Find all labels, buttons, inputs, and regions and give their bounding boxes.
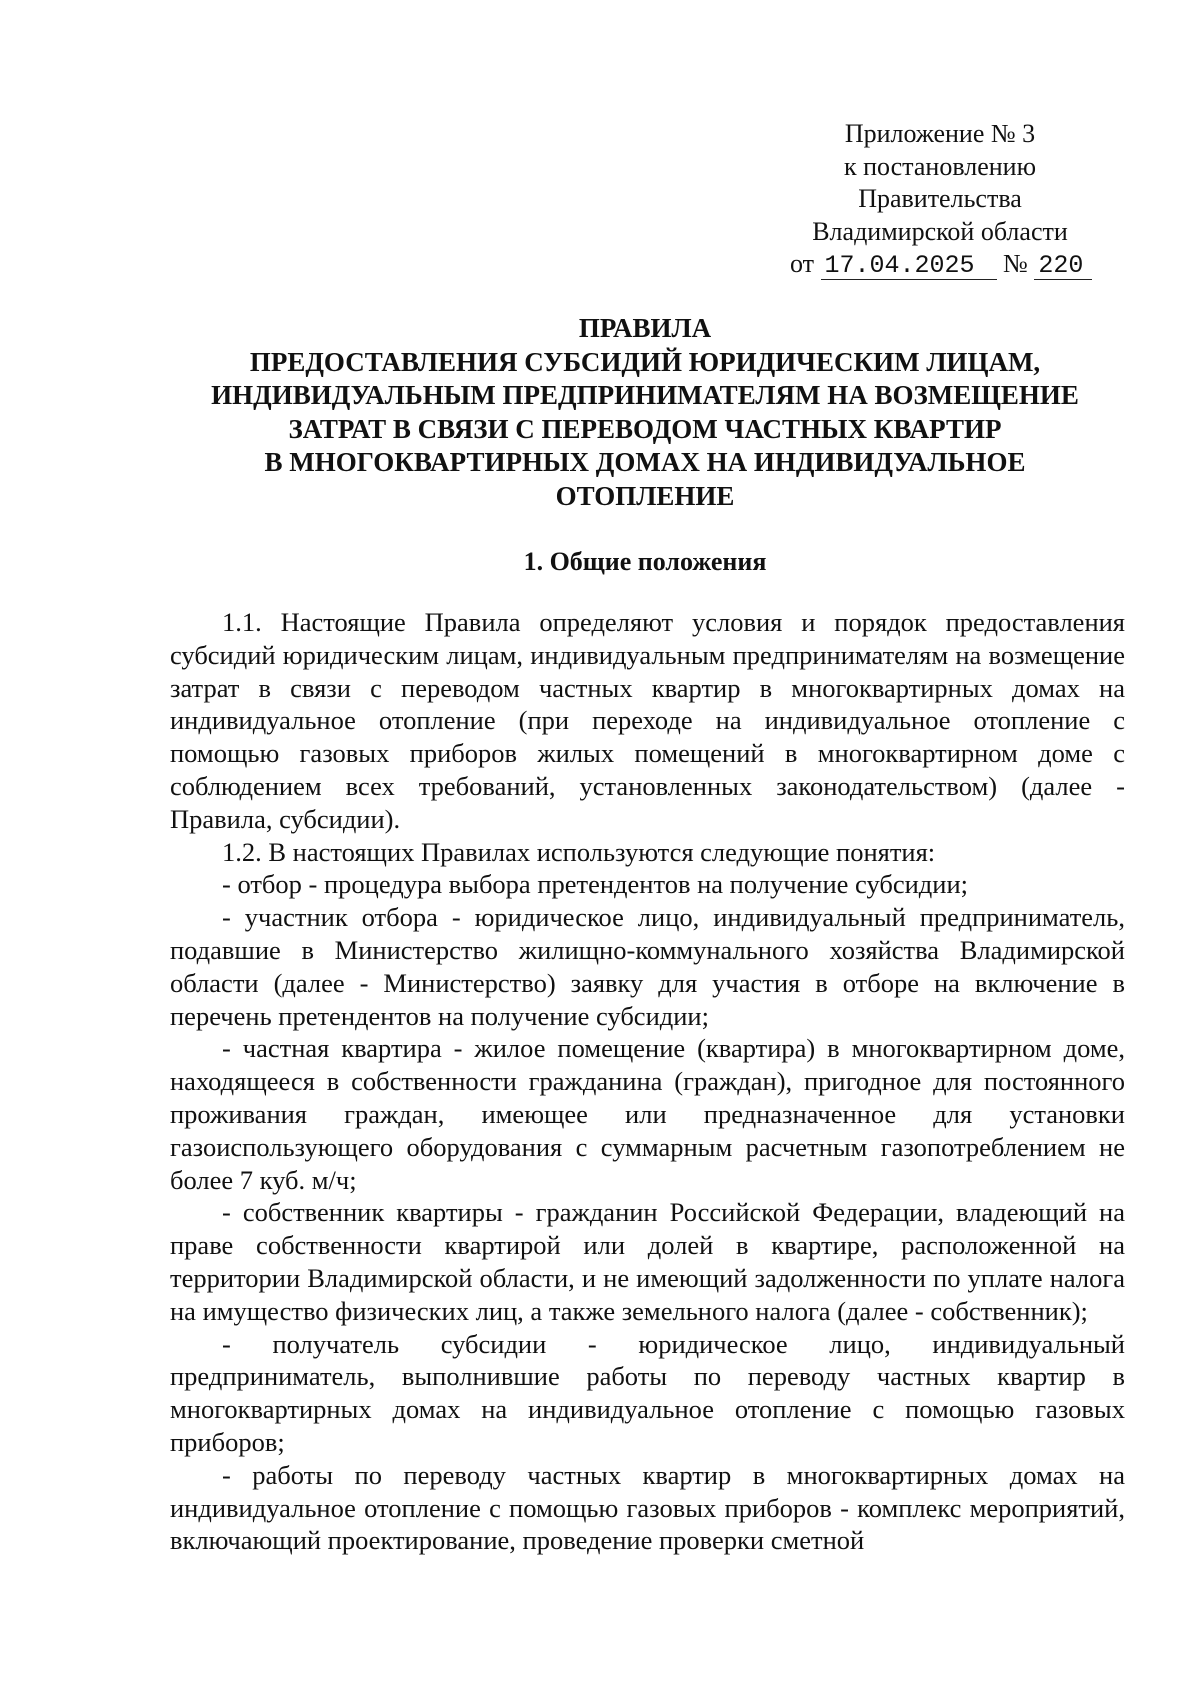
title-line: ПРАВИЛА bbox=[578, 313, 712, 343]
paragraph: 1.1. Настоящие Правила определяют условия и порядок предоставления субсидий юридическим лицам, индивидуальным предпринимателям на возмещение затрат в связи с переводом частных квартир в многоквартирных домах на индивидуальное отопление (при переходе на индивидуальное отопление с помощью газовых приборов жилых помещений в многоквартирном доме с соблюдением всех требований, установленных законодательством) (далее - Правила, субсидии). bbox=[170, 607, 1125, 834]
title-line: ИНДИВИДУАЛЬНЫМ ПРЕДПРИНИМАТЕЛЯМ НА ВОЗМЕЩЕНИЕ bbox=[211, 380, 1079, 410]
section-heading: 1. Общие положения bbox=[523, 547, 767, 576]
paragraph: - отбор - процедура выбора претендентов на получение субсидии; bbox=[222, 869, 968, 900]
appendix-resolution-ref: к постановлению bbox=[843, 151, 1037, 181]
appendix-region: Владимирской области bbox=[812, 216, 1068, 246]
paragraph: - получатель субсидии - юридическое лицо, индивидуальный предприниматель, выполнившие работы по переводу частных квартир в многоквартирных домах на индивидуальное отопление с помощью газовых приборов; bbox=[170, 1328, 1125, 1457]
document-title bbox=[160, 312, 1130, 513]
number-prefix: № bbox=[1003, 249, 1028, 278]
appendix-government: Правительства bbox=[858, 184, 1022, 213]
title-line: ЗАТРАТ В СВЯЗИ С ПЕРЕВОДОМ ЧАСТНЫХ КВАРТИР bbox=[288, 413, 1002, 444]
document-body bbox=[170, 606, 1125, 1557]
paragraph: - частная квартира - жилое помещение (квартира) в многоквартирном доме, находящееся в собственности гражданина (граждан), пригодное для постоянного проживания граждан, имеющее или предназначенное для установки газоиспользующего оборудования с суммарным расчетным газопотреблением не более 7 куб. м/ч; bbox=[170, 1033, 1125, 1195]
number-value: 220 bbox=[1034, 252, 1092, 280]
title-line: ПРЕДОСТАВЛЕНИЯ СУБСИДИЙ ЮРИДИЧЕСКИМ ЛИЦАМ, bbox=[249, 346, 1041, 377]
paragraph: - работы по переводу частных квартир в многоквартирных домах на индивидуальное отопление с помощью газовых приборов - комплекс мероприятий, включающий проектирование, проведение проверки сметной bbox=[170, 1459, 1125, 1556]
paragraph: - участник отбора - юридическое лицо, индивидуальный предприниматель, подавшие в Министерство жилищно-коммунального хозяйства Владимирской области (далее - Министерство) заявку для участия в отборе на включение в перечень претендентов на получение субсидии; bbox=[170, 902, 1125, 1031]
paragraph: 1.2. В настоящих Правилах используются следующие понятия: bbox=[222, 836, 936, 867]
appendix-block bbox=[790, 118, 1090, 281]
date-value: 17.04.2025 bbox=[821, 252, 997, 280]
title-line: В МНОГОКВАРТИРНЫХ ДОМАХ НА ИНДИВИДУАЛЬНОЕ bbox=[264, 447, 1026, 477]
appendix-date-line bbox=[790, 248, 1090, 281]
title-line: ОТОПЛЕНИЕ bbox=[555, 480, 735, 511]
paragraph: - собственник квартиры - гражданин Российской Федерации, владеющий на праве собственности квартирой или долей в квартире, расположенной на территории Владимирской области, и не имеющий задолженности по уплате налога на имущество физических лиц, а также земельного налога (далее - собственник); bbox=[170, 1197, 1125, 1326]
date-prefix: от bbox=[790, 249, 815, 278]
appendix-number: Приложение № 3 bbox=[844, 119, 1036, 148]
